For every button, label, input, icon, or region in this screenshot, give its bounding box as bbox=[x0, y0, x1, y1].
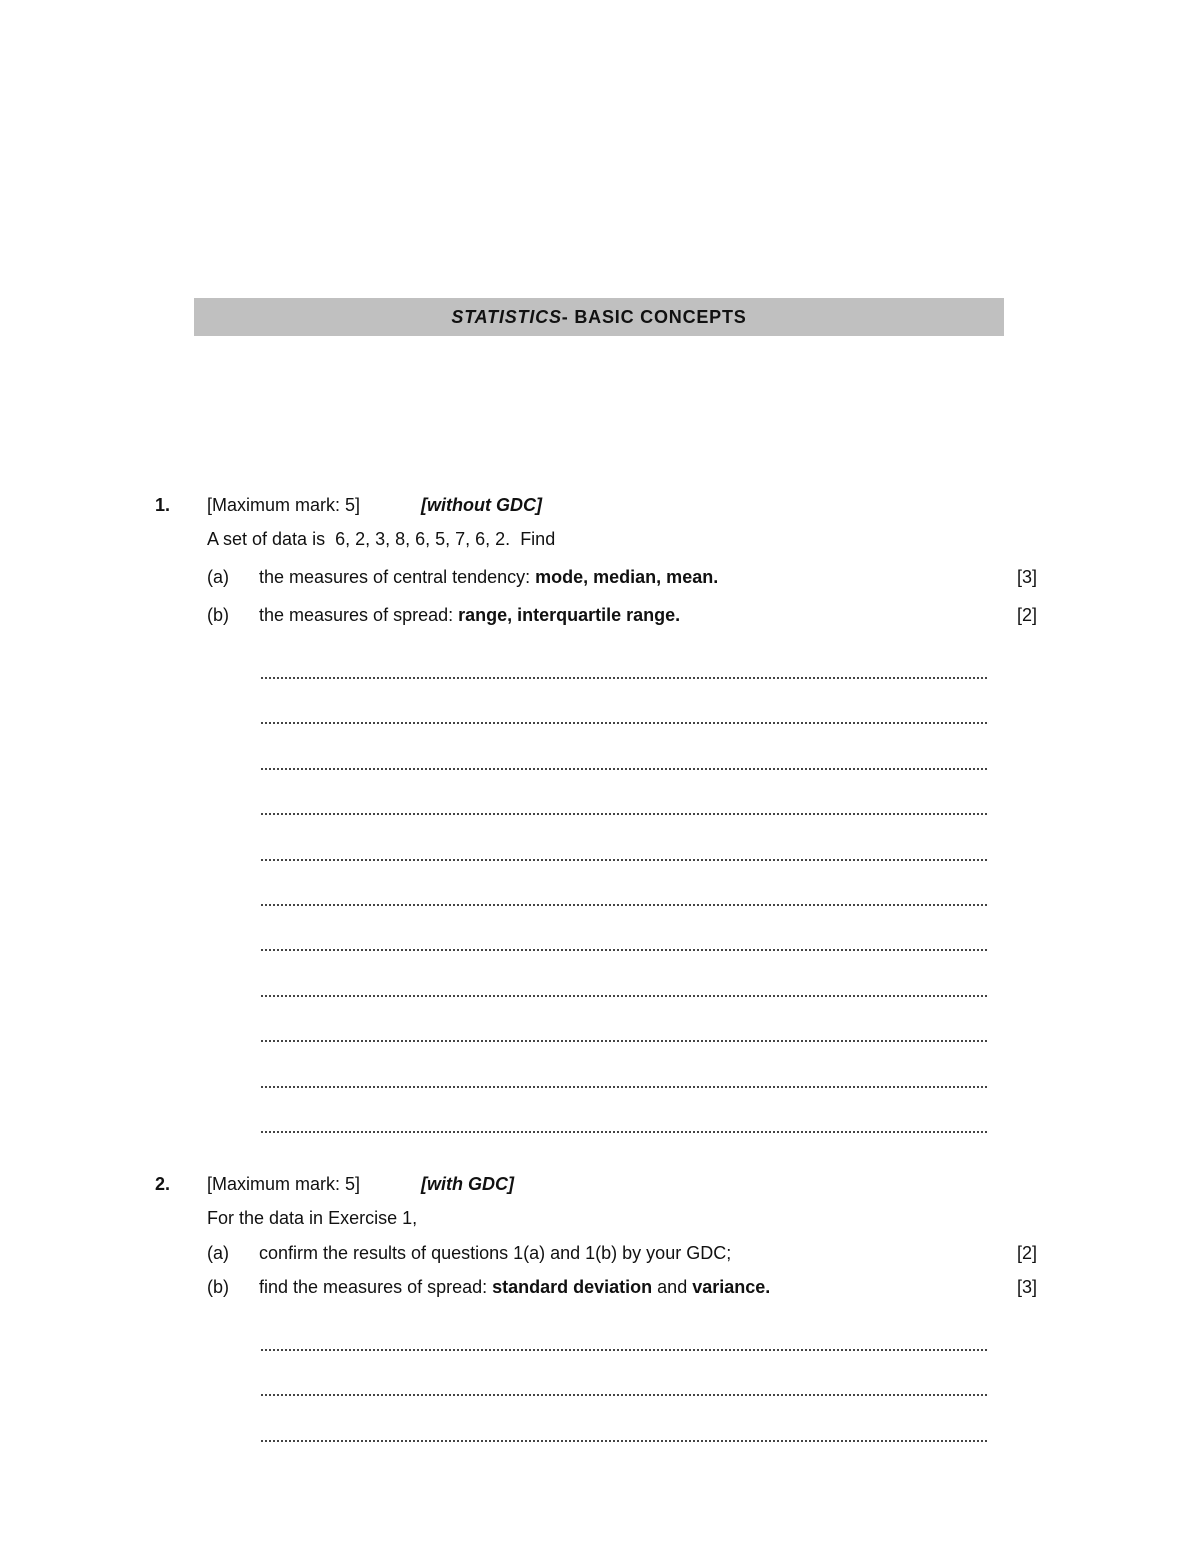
answer-line[interactable] bbox=[261, 1440, 987, 1442]
answer-line[interactable] bbox=[261, 949, 987, 951]
answer-line[interactable] bbox=[261, 722, 987, 724]
answer-line[interactable] bbox=[261, 768, 987, 770]
answer-line[interactable] bbox=[261, 859, 987, 861]
question-2-stem: For the data in Exercise 1, bbox=[207, 1208, 418, 1228]
answer-line[interactable] bbox=[261, 1131, 987, 1133]
question-1b-bold: range, interquartile range. bbox=[458, 605, 681, 625]
question-1-stem: A set of data is 6, 2, 3, 8, 6, 5, 7, 6, 2. Find bbox=[207, 529, 556, 549]
question-2b-bold-1: standard deviation bbox=[492, 1277, 653, 1297]
question-1a-marks: [3] bbox=[1017, 567, 1038, 587]
question-2b-plain: find the measures of spread: bbox=[259, 1277, 493, 1297]
question-1b-plain: the measures of spread: bbox=[259, 605, 459, 625]
question-2a-text: confirm the results of questions 1(a) and 1(b) by your GDC; bbox=[259, 1243, 732, 1263]
answer-line[interactable] bbox=[261, 904, 987, 906]
question-2-number: 2. bbox=[155, 1174, 171, 1194]
question-2b-label: (b) bbox=[207, 1277, 229, 1297]
question-2b-text bbox=[259, 1277, 770, 1298]
answer-line[interactable] bbox=[261, 1394, 987, 1396]
question-1a-bold: mode, median, mean. bbox=[535, 567, 719, 587]
answer-line[interactable] bbox=[261, 813, 987, 815]
question-1-gdc-note: [without GDC] bbox=[421, 495, 542, 515]
answer-line[interactable] bbox=[261, 677, 987, 679]
question-1a-label: (a) bbox=[207, 567, 229, 587]
question-1-max-mark: [Maximum mark: 5] bbox=[207, 495, 361, 515]
title-rest: - BASIC CONCEPTS bbox=[561, 306, 747, 327]
question-1b-text bbox=[259, 605, 680, 626]
question-2b-mid: and bbox=[652, 1277, 693, 1297]
question-1-number: 1. bbox=[155, 495, 171, 515]
title-italic: STATISTICS bbox=[451, 306, 562, 327]
answer-line[interactable] bbox=[261, 1349, 987, 1351]
question-2b-marks: [3] bbox=[1017, 1277, 1038, 1297]
question-1a-text bbox=[259, 567, 718, 588]
page-title bbox=[194, 298, 1004, 336]
question-1b-label: (b) bbox=[207, 605, 229, 625]
question-2a-marks: [2] bbox=[1017, 1243, 1038, 1263]
answer-line[interactable] bbox=[261, 1040, 987, 1042]
question-1a-plain: the measures of central tendency: bbox=[259, 567, 536, 587]
question-2-gdc-note: [with GDC] bbox=[421, 1174, 514, 1194]
question-2b-bold-2: variance. bbox=[692, 1277, 771, 1297]
question-2a-label: (a) bbox=[207, 1243, 229, 1263]
question-1b-marks: [2] bbox=[1017, 605, 1038, 625]
answer-line[interactable] bbox=[261, 1086, 987, 1088]
answer-line[interactable] bbox=[261, 995, 987, 997]
question-2-max-mark: [Maximum mark: 5] bbox=[207, 1174, 361, 1194]
